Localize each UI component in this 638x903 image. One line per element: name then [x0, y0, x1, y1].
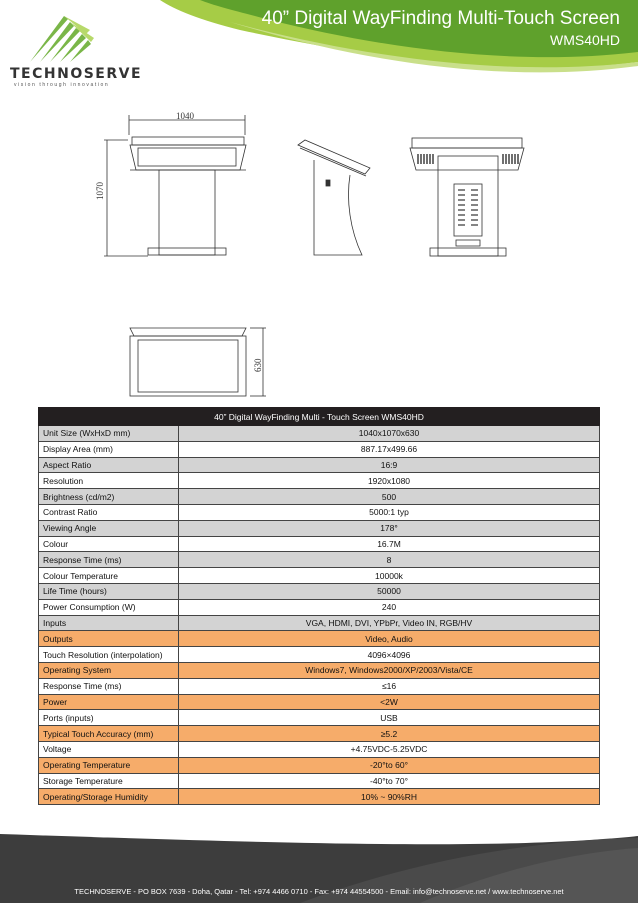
- spec-value: 16.7M: [179, 536, 600, 552]
- table-row: [39, 647, 600, 663]
- side-view-drawing: [298, 140, 370, 255]
- spec-label: Ports (inputs): [39, 710, 179, 726]
- technoserve-logo-icon: [0, 0, 120, 70]
- table-row: [39, 757, 600, 773]
- table-row: [39, 489, 600, 505]
- spec-label: Operating Temperature: [39, 757, 179, 773]
- spec-value: 240: [179, 599, 600, 615]
- technical-drawings: [0, 100, 638, 410]
- spec-table-body: [39, 426, 600, 805]
- spec-value: 178°: [179, 520, 600, 536]
- page-title: 40” Digital WayFinding Multi-Touch Screen: [261, 8, 620, 29]
- spec-value: Windows7, Windows2000/XP/2003/Vista/CE: [179, 662, 600, 678]
- front-view-drawing: [104, 115, 246, 256]
- spec-label: Contrast Ratio: [39, 504, 179, 520]
- spec-label: Power: [39, 694, 179, 710]
- spec-value: 1920x1080: [179, 473, 600, 489]
- table-row: [39, 789, 600, 805]
- table-row: [39, 773, 600, 789]
- table-row: [39, 583, 600, 599]
- spec-value: -40°to 70°: [179, 773, 600, 789]
- spec-label: Response Time (ms): [39, 552, 179, 568]
- spec-table-heading: 40” Digital WayFinding Multi - Touch Screen WMS40HD: [39, 408, 600, 426]
- spec-label: Voltage: [39, 741, 179, 757]
- page-footer: [0, 828, 638, 903]
- spec-value: USB: [179, 710, 600, 726]
- table-row: [39, 520, 600, 536]
- spec-label: Outputs: [39, 631, 179, 647]
- spec-label: Inputs: [39, 615, 179, 631]
- top-view-drawing: [130, 328, 266, 396]
- spec-value: 4096×4096: [179, 647, 600, 663]
- table-row: [39, 615, 600, 631]
- table-row: [39, 710, 600, 726]
- table-row: [39, 441, 600, 457]
- spec-table: [38, 407, 600, 805]
- spec-value: VGA, HDMI, DVI, YPbPr, Video IN, RGB/HV: [179, 615, 600, 631]
- spec-value: 50000: [179, 583, 600, 599]
- spec-label: Operating/Storage Humidity: [39, 789, 179, 805]
- spec-value: 8: [179, 552, 600, 568]
- spec-value: 5000:1 typ: [179, 504, 600, 520]
- spec-label: Touch Resolution (interpolation): [39, 647, 179, 663]
- table-row: [39, 568, 600, 584]
- logo-tagline: vision through innovation: [14, 82, 110, 88]
- spec-label: Typical Touch Accuracy (mm): [39, 726, 179, 742]
- table-row: [39, 678, 600, 694]
- spec-label: Aspect Ratio: [39, 457, 179, 473]
- spec-value: 10000k: [179, 568, 600, 584]
- table-row: [39, 457, 600, 473]
- logo-text: TECHNOSERVE: [10, 66, 143, 82]
- spec-value: -20°to 60°: [179, 757, 600, 773]
- spec-label: Storage Temperature: [39, 773, 179, 789]
- spec-label: Colour: [39, 536, 179, 552]
- spec-label: Display Area (mm): [39, 441, 179, 457]
- table-row: [39, 473, 600, 489]
- spec-label: Colour Temperature: [39, 568, 179, 584]
- spec-label: Brightness (cd/m2): [39, 489, 179, 505]
- table-row: [39, 726, 600, 742]
- height-dimension-label: 1070: [95, 182, 105, 200]
- spec-value: <2W: [179, 694, 600, 710]
- rear-view-drawing: [410, 138, 524, 256]
- depth-dimension-label: 630: [253, 358, 263, 372]
- table-row: [39, 536, 600, 552]
- table-row: [39, 426, 600, 442]
- spec-value: 500: [179, 489, 600, 505]
- table-row: [39, 599, 600, 615]
- page-header: [0, 0, 638, 110]
- spec-value: Video, Audio: [179, 631, 600, 647]
- spec-value: 10% ~ 90%RH: [179, 789, 600, 805]
- spec-value: 16:9: [179, 457, 600, 473]
- spec-label: Unit Size (WxHxD mm): [39, 426, 179, 442]
- table-row: [39, 741, 600, 757]
- table-row: [39, 662, 600, 678]
- table-row: [39, 504, 600, 520]
- table-row: [39, 631, 600, 647]
- spec-label: Life Time (hours): [39, 583, 179, 599]
- table-row: [39, 694, 600, 710]
- spec-label: Operating System: [39, 662, 179, 678]
- spec-value: +4.75VDC-5.25VDC: [179, 741, 600, 757]
- spec-value: 887.17x499.66: [179, 441, 600, 457]
- spec-label: Resolution: [39, 473, 179, 489]
- spec-value: 1040x1070x630: [179, 426, 600, 442]
- footer-contact: TECHNOSERVE - PO BOX 7639 - Doha, Qatar - Tel: +974 4466 0710 - Fax: +974 44554500 - Email: info@technoserve.net / www.technoserve.net: [74, 887, 564, 896]
- model-number: WMS40HD: [549, 32, 620, 48]
- spec-label: Response Time (ms): [39, 678, 179, 694]
- spec-label: Viewing Angle: [39, 520, 179, 536]
- width-dimension-label: 1040: [176, 111, 194, 121]
- spec-value: ≤16: [179, 678, 600, 694]
- spec-value: ≥5.2: [179, 726, 600, 742]
- spec-label: Power Consumption (W): [39, 599, 179, 615]
- table-row: [39, 552, 600, 568]
